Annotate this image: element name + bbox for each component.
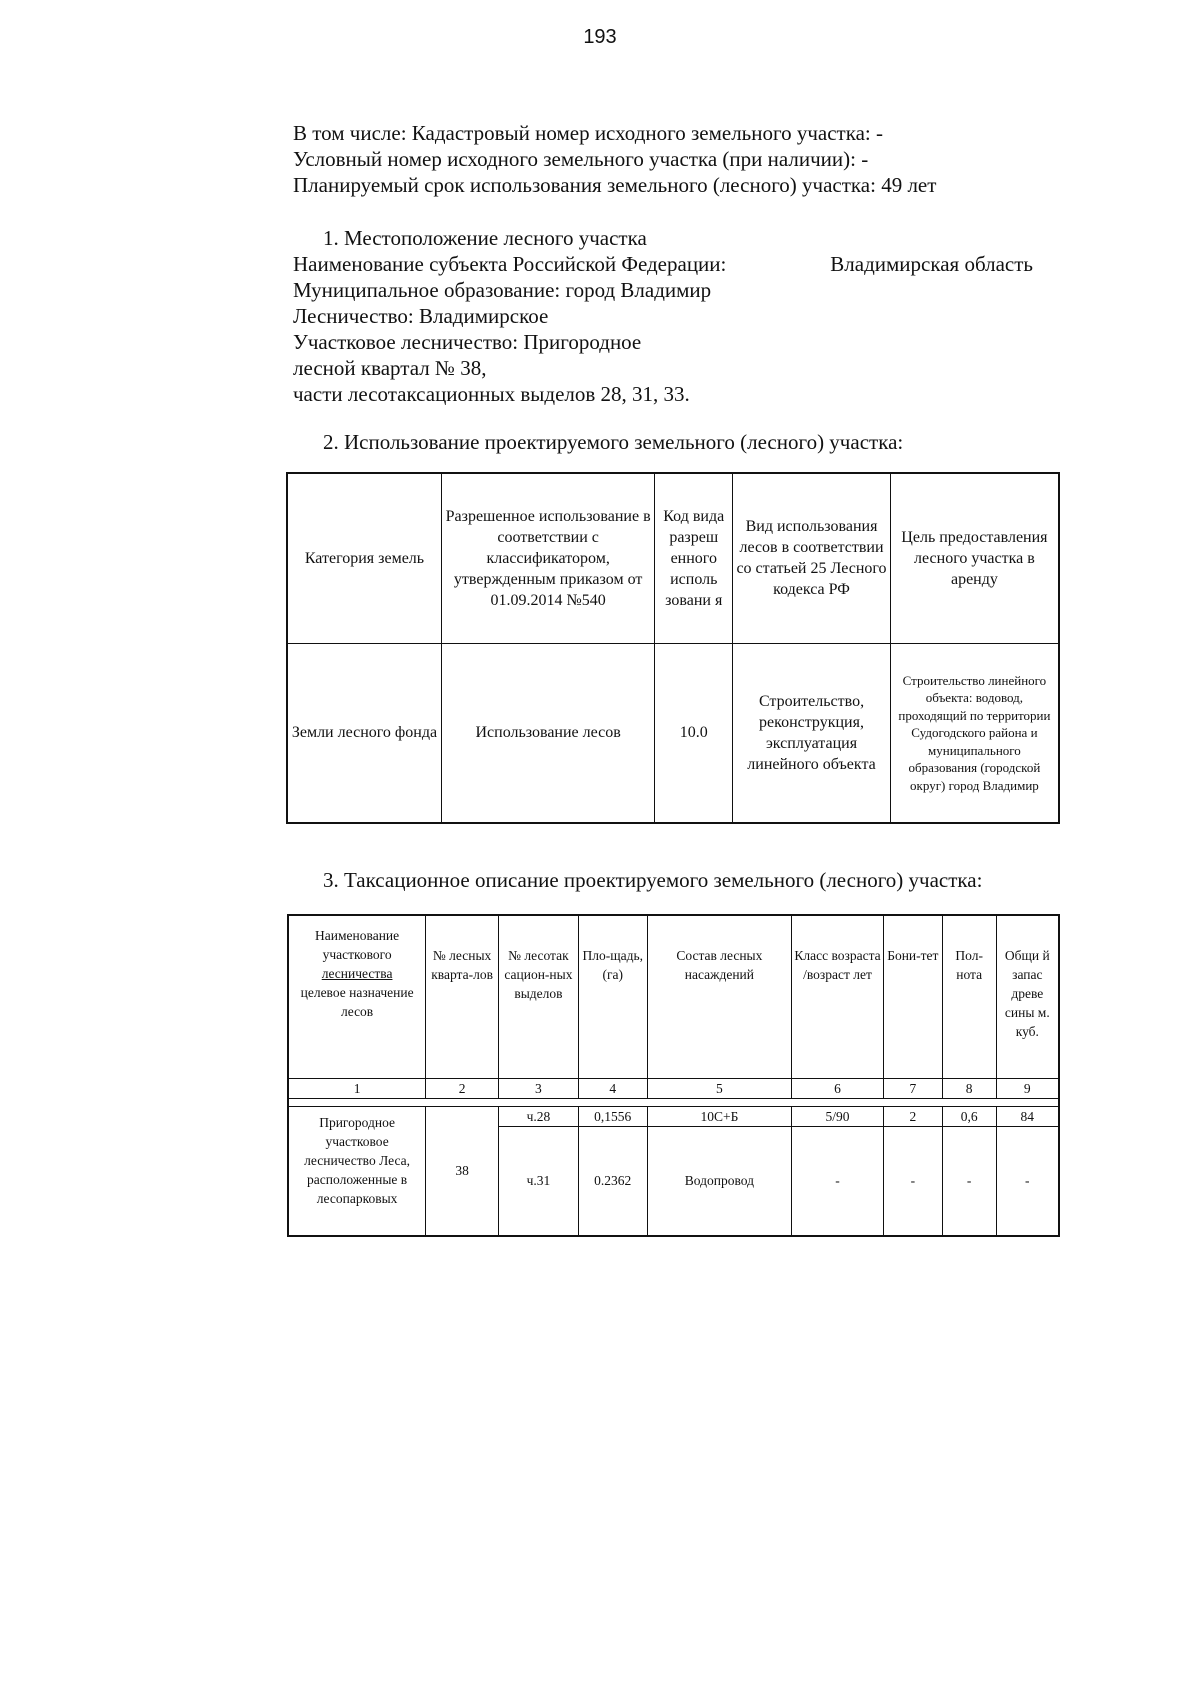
section-2-title: 2. Использование проектируемого земельного (лесного) участка:: [323, 430, 904, 454]
table-cell: 0.2362: [578, 1126, 647, 1236]
usage-table-header-row: [287, 473, 1059, 643]
column-number: 7: [883, 1078, 942, 1098]
location-line: лесной квартал № 38,: [293, 356, 487, 380]
header-cell: Вид использования лесов в соответствии со статьей 25 Лесного кодекса РФ: [733, 473, 891, 643]
intro-line: В том числе: Кадастровый номер исходного земельного участка: -: [293, 121, 883, 145]
table-cell: -: [792, 1126, 884, 1236]
table-cell: Водопровод: [647, 1126, 792, 1236]
table-cell: Строительство, реконструкция, эксплуатация линейного объекта: [733, 643, 891, 823]
column-number: 1: [288, 1078, 426, 1098]
section-location: [293, 225, 1033, 407]
table-cell: 5/90: [792, 1106, 884, 1126]
table-cell: Строительство линейного объекта: водовод, проходящий по территории Судогодского района и муниципального образования (городской округ) город Владимир: [890, 643, 1059, 823]
table-row: [288, 1106, 1059, 1126]
header-cell: Цель предоставления лесного участка в аренду: [890, 473, 1059, 643]
intro-block: [293, 120, 1053, 198]
location-line: части лесотаксационных выделов 28, 31, 33.: [293, 382, 690, 406]
table-cell: 0,1556: [578, 1106, 647, 1126]
header-cell: Код вида разреш енного исполь зовани я: [655, 473, 733, 643]
header-cell: [288, 915, 426, 1078]
subject-value: Владимирская область: [830, 252, 1033, 276]
spacer-row: [288, 1098, 1059, 1106]
usage-table-row: [287, 643, 1059, 823]
header-text: Наименование участкового: [315, 928, 400, 962]
table-cell: 2: [883, 1106, 942, 1126]
location-line: Муниципальное образование: город Владимир: [293, 278, 712, 302]
table-cell: -: [996, 1126, 1059, 1236]
table-cell: 84: [996, 1106, 1059, 1126]
location-line: Участковое лесничество: Пригородное: [293, 330, 642, 354]
header-cell: Класс возраста /возраст лет: [792, 915, 884, 1078]
usage-table: [286, 472, 1060, 824]
header-text: целевое назначение лесов: [300, 985, 414, 1019]
column-number: 2: [426, 1078, 499, 1098]
column-number: 4: [578, 1078, 647, 1098]
column-number: 5: [647, 1078, 792, 1098]
header-cell: № лесных кварта-лов: [426, 915, 499, 1078]
header-cell: Разрешенное использование в соответствии с классификатором, утвержденным приказом от 01.09.2014 №540: [441, 473, 654, 643]
header-cell: Категория земель: [287, 473, 441, 643]
taxation-header-row: [288, 915, 1059, 1078]
subject-line: [293, 251, 1033, 277]
spacer-cell: [288, 1098, 1059, 1106]
column-number: 8: [942, 1078, 996, 1098]
header-cell: Состав лесных насаждений: [647, 915, 792, 1078]
intro-line: Условный номер исходного земельного участка (при наличии): -: [293, 147, 869, 171]
column-number: 3: [499, 1078, 579, 1098]
table-cell: Земли лесного фонда: [287, 643, 441, 823]
header-cell: Пол-нота: [942, 915, 996, 1078]
header-cell: № лесотак сацион-ных выделов: [499, 915, 579, 1078]
table-cell: -: [942, 1126, 996, 1236]
column-number: 9: [996, 1078, 1059, 1098]
intro-line: Планируемый срок использования земельного (лесного) участка: 49 лет: [293, 173, 937, 197]
forestry-cell: Пригородное участковое лесничество Леса, расположенные в лесопарковых: [288, 1106, 426, 1236]
table-cell: 10С+Б: [647, 1106, 792, 1126]
column-number: 6: [792, 1078, 884, 1098]
header-text: лесничества: [321, 966, 393, 981]
page-number: 193: [583, 26, 617, 48]
table-cell: ч.28: [499, 1106, 579, 1126]
table-cell: -: [883, 1126, 942, 1236]
header-cell: Общи й запас древе сины м. куб.: [996, 915, 1059, 1078]
table-cell: Использование лесов: [441, 643, 654, 823]
column-number-row: [288, 1078, 1059, 1098]
quarter-cell: 38: [426, 1106, 499, 1236]
section-1-title: 1. Местоположение лесного участка: [323, 226, 647, 250]
table-cell: ч.31: [499, 1126, 579, 1236]
header-cell: Бони-тет: [883, 915, 942, 1078]
location-line: Лесничество: Владимирское: [293, 304, 549, 328]
table-cell: 10.0: [655, 643, 733, 823]
taxation-table: [287, 914, 1060, 1237]
header-cell: Пло-щадь, (га): [578, 915, 647, 1078]
section-3-title: 3. Таксационное описание проектируемого земельного (лесного) участка:: [323, 868, 983, 892]
table-cell: 0,6: [942, 1106, 996, 1126]
subject-label: Наименование субъекта Российской Федерации:: [293, 252, 727, 276]
